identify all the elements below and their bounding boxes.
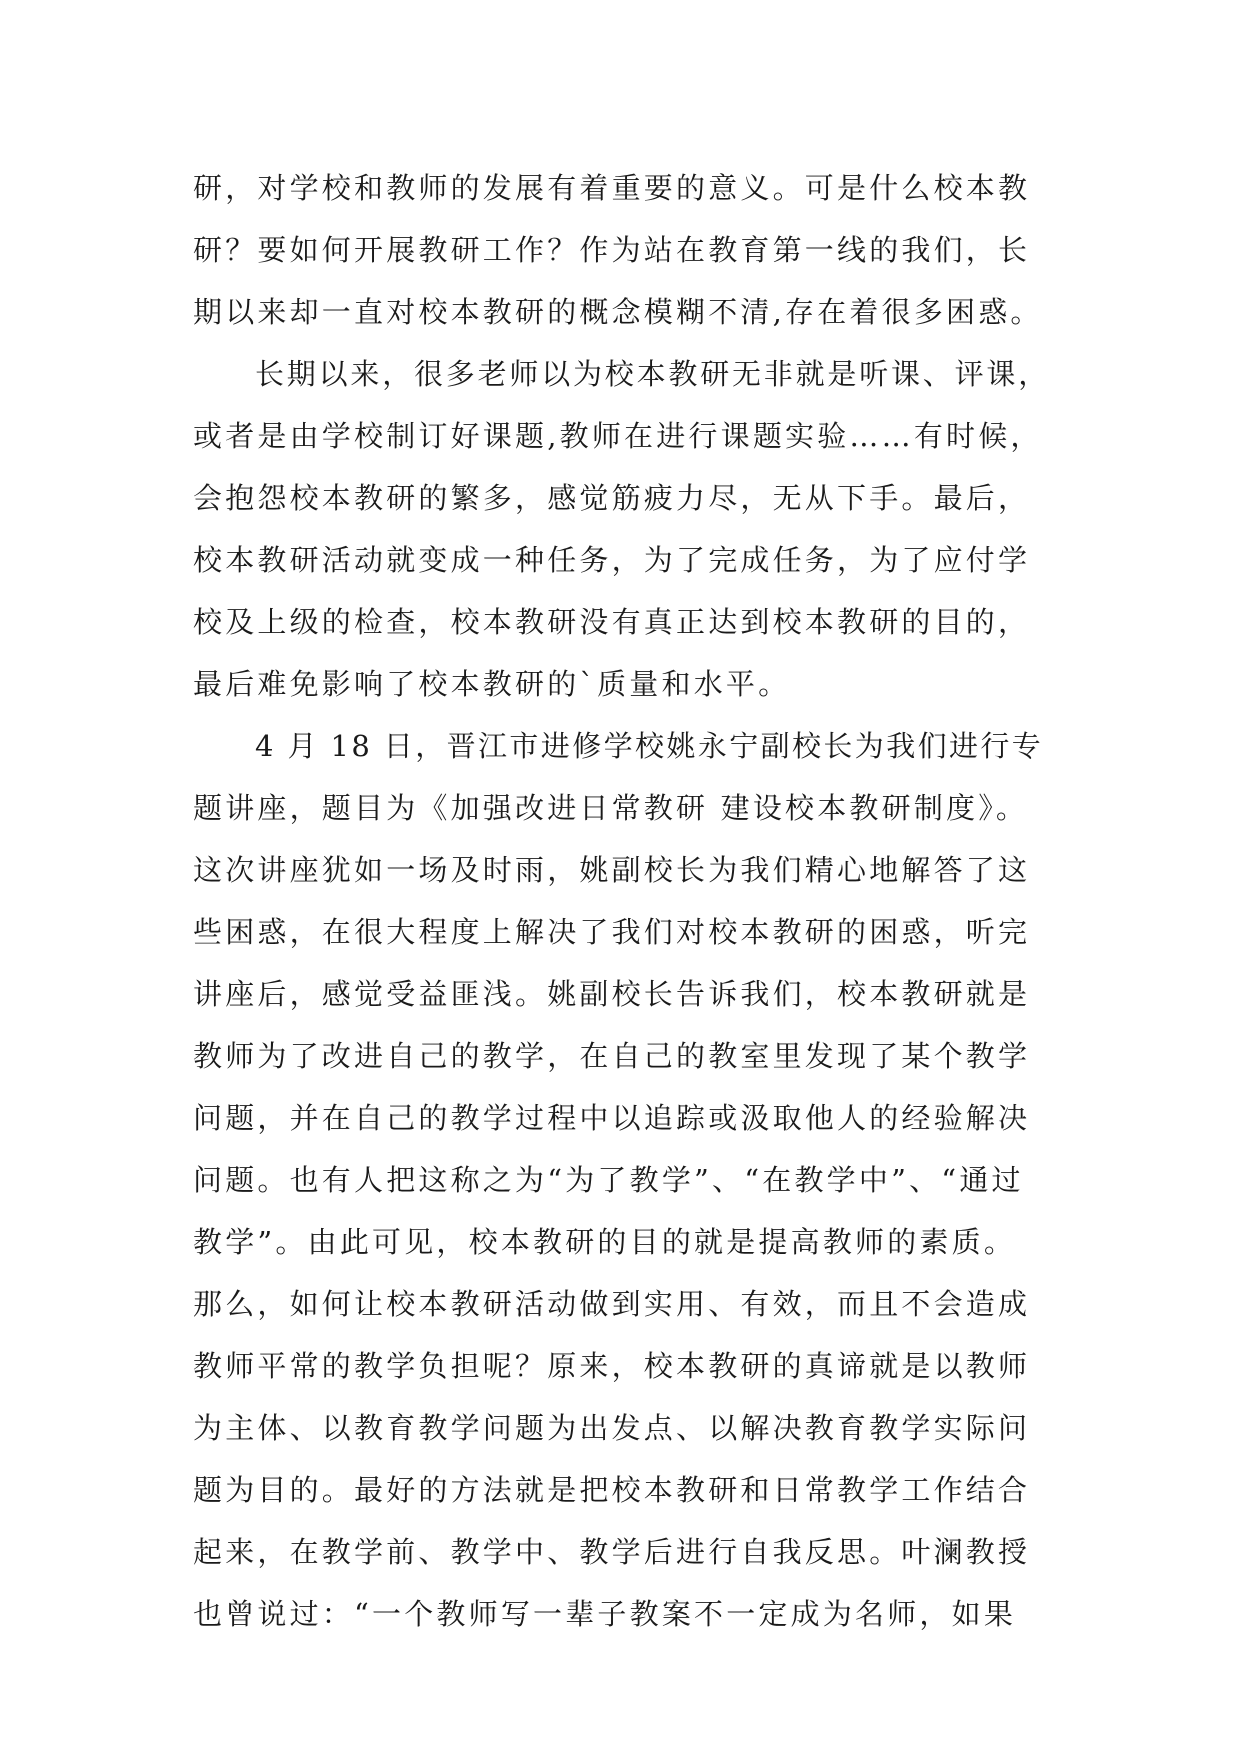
text-line: 研？要如何开展教研工作？作为站在教育第一线的我们，长: [193, 233, 1031, 267]
text-line: 校及上级的检查，校本教研没有真正达到校本教研的目的，: [193, 605, 1031, 639]
text-line: 或者是由学校制订好课题,教师在进行课题实验……有时候，: [193, 419, 1043, 453]
text-line: 起来，在教学前、教学中、教学后进行自我反思。叶澜教授: [193, 1535, 1031, 1569]
document-body: [193, 157, 1053, 1645]
text-line: 长期以来，很多老师以为校本教研无非就是听课、评课，: [255, 357, 1051, 391]
text-line: 那么，如何让校本教研活动做到实用、有效，而且不会造成: [193, 1287, 1031, 1321]
text-line: 4 月 18 日，晋江市进修学校姚永宁副校长为我们进行专: [255, 729, 1044, 763]
text-line: 研，对学校和教师的发展有着重要的意义。可是什么校本教: [193, 171, 1031, 205]
text-line: 教师平常的教学负担呢？原来，校本教研的真谛就是以教师: [193, 1349, 1031, 1383]
text-line: 讲座后，感觉受益匪浅。姚副校长告诉我们，校本教研就是: [193, 977, 1031, 1011]
text-line: 问题，并在自己的教学过程中以追踪或汲取他人的经验解决: [193, 1101, 1031, 1135]
text-line: 校本教研活动就变成一种任务，为了完成任务，为了应付学: [193, 543, 1031, 577]
text-line: 这次讲座犹如一场及时雨，姚副校长为我们精心地解答了这: [193, 853, 1031, 887]
text-line: 最后难免影响了校本教研的`质量和水平。: [193, 667, 791, 701]
text-line: 问题。也有人把这称之为“为了教学”、“在教学中”、“通过: [193, 1163, 1024, 1197]
text-line: 也曾说过：“一个教师写一辈子教案不一定成为名师，如果: [193, 1597, 1017, 1631]
text-line: 为主体、以教育教学问题为出发点、以解决教育教学实际问: [193, 1411, 1031, 1445]
text-line: 会抱怨校本教研的繁多，感觉筋疲力尽，无从下手。最后，: [193, 481, 1031, 515]
text-line: 教师为了改进自己的教学，在自己的教室里发现了某个教学: [193, 1039, 1031, 1073]
text-line: 题讲座，题目为《加强改进日常教研 建设校本教研制度》。: [193, 791, 1029, 825]
text-line: 些困惑，在很大程度上解决了我们对校本教研的困惑，听完: [193, 915, 1031, 949]
text-line: 期以来却一直对校本教研的概念模糊不清,存在着很多困惑。: [193, 295, 1043, 329]
text-line: 题为目的。最好的方法就是把校本教研和日常教学工作结合: [193, 1473, 1031, 1507]
text-line: 教学”。由此可见，校本教研的目的就是提高教师的素质。: [193, 1225, 1017, 1259]
